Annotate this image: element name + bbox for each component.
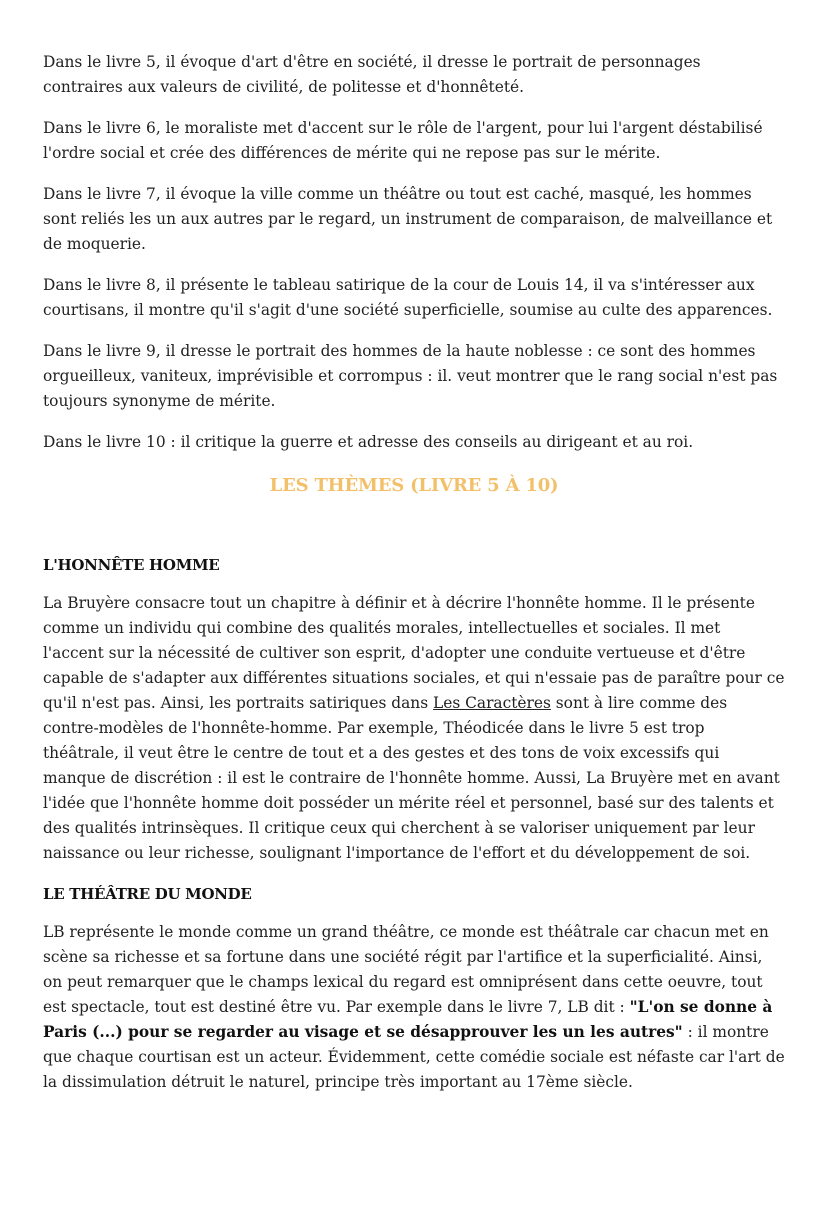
paragraph-livre-6: Dans le livre 6, le moraliste met d'accent sur le rôle de l'argent, pour lui l'argent déstabilisé l'ordre social et crée des différences de mérite qui ne repose pas sur le mérite. [43,119,763,162]
heading-theatre-du-monde: LE THÉÂTRE DU MONDE [43,885,252,903]
themes-section-title: LES THÈMES (LIVRE 5 À 10) [269,475,559,496]
les-caracteres-link[interactable]: Les Caractères [433,694,551,712]
honnete-text-part-2: sont à lire comme des contre-modèles de l'honnête-homme. Par exemple, Théodicée dans le livre 5 est trop théâtrale, il veut être le centre de tout et a des gestes et des tons de voix excessifs qui manque de discrétion : il est le contraire de l'honnête homme. Aussi, La Bruyère met en avant l'idée que l'honnête homme doit posséder un mérite réel et personnel, basé sur des talents et des qualités intrinsèques. Il critique ceux qui cherchent à se valoriser uniquement par leur naissance ou leur richesse, soulignant l'importance de l'effort et du développement de soi. [43,694,780,862]
document-page [43,50,785,1111]
heading-honnete-homme: L'HONNÊTE HOMME [43,556,220,574]
paragraph-theatre-du-monde [43,920,785,1095]
paragraph-livre-9: Dans le livre 9, il dresse le portrait des hommes de la haute noblesse : ce sont des hommes orgueilleux, vaniteux, imprévisible et corrompus : il. veut montrer que le rang social n'est pas toujours synonyme de mérite. [43,342,778,410]
theatre-quote: "L'on se donne à Paris (...) pour se regarder au visage et se désapprouver les un les autres" [43,998,773,1041]
paragraph-livre-10: Dans le livre 10 : il critique la guerre et adresse des conseils au dirigeant et au roi. [43,433,694,451]
paragraph-honnete-homme [43,591,785,866]
theatre-text-part-2: : il montre que chaque courtisan est un acteur. Évidemment, cette comédie sociale est néfaste car l'art de la dissimulation détruit le naturel, principe très important au 17ème siècle. [43,1023,785,1091]
paragraph-livre-8: Dans le livre 8, il présente le tableau satirique de la cour de Louis 14, il va s'intéresser aux courtisans, il montre qu'il s'agit d'une société superficielle, soumise au culte des apparences. [43,276,773,319]
paragraph-livre-7: Dans le livre 7, il évoque la ville comme un théâtre ou tout est caché, masqué, les hommes sont reliés les un aux autres par le regard, un instrument de comparaison, de malveillance et de moquerie. [43,185,773,253]
honnete-text-part-1: La Bruyère consacre tout un chapitre à définir et à décrire l'honnête homme. Il le présente comme un individu qui combine des qualités morales, intellectuelles et sociales. Il met l'accent sur la nécessité de cultiver son esprit, d'adopter une conduite vertueuse et d'être capable de s'adapter aux différentes situations sociales, et qui n'essaie pas de paraître pour ce qu'il n'est pas. Ainsi, les portraits satiriques dans [43,594,785,712]
theatre-text-part-1: LB représente le monde comme un grand théâtre, ce monde est théâtrale car chacun met en scène sa richesse et sa fortune dans une société régit par l'artifice et la superficialité. Ainsi, on peut remarquer que le champs lexical du regard est omniprésent dans cette oeuvre, tout est spectacle, tout est destiné être vu. Par exemple dans le livre 7, LB dit : [43,923,769,1016]
paragraph-livre-5: Dans le livre 5, il évoque d'art d'être en société, il dresse le portrait de personnages contraires aux valeurs de civilité, de politesse et d'honnêteté. [43,53,701,96]
